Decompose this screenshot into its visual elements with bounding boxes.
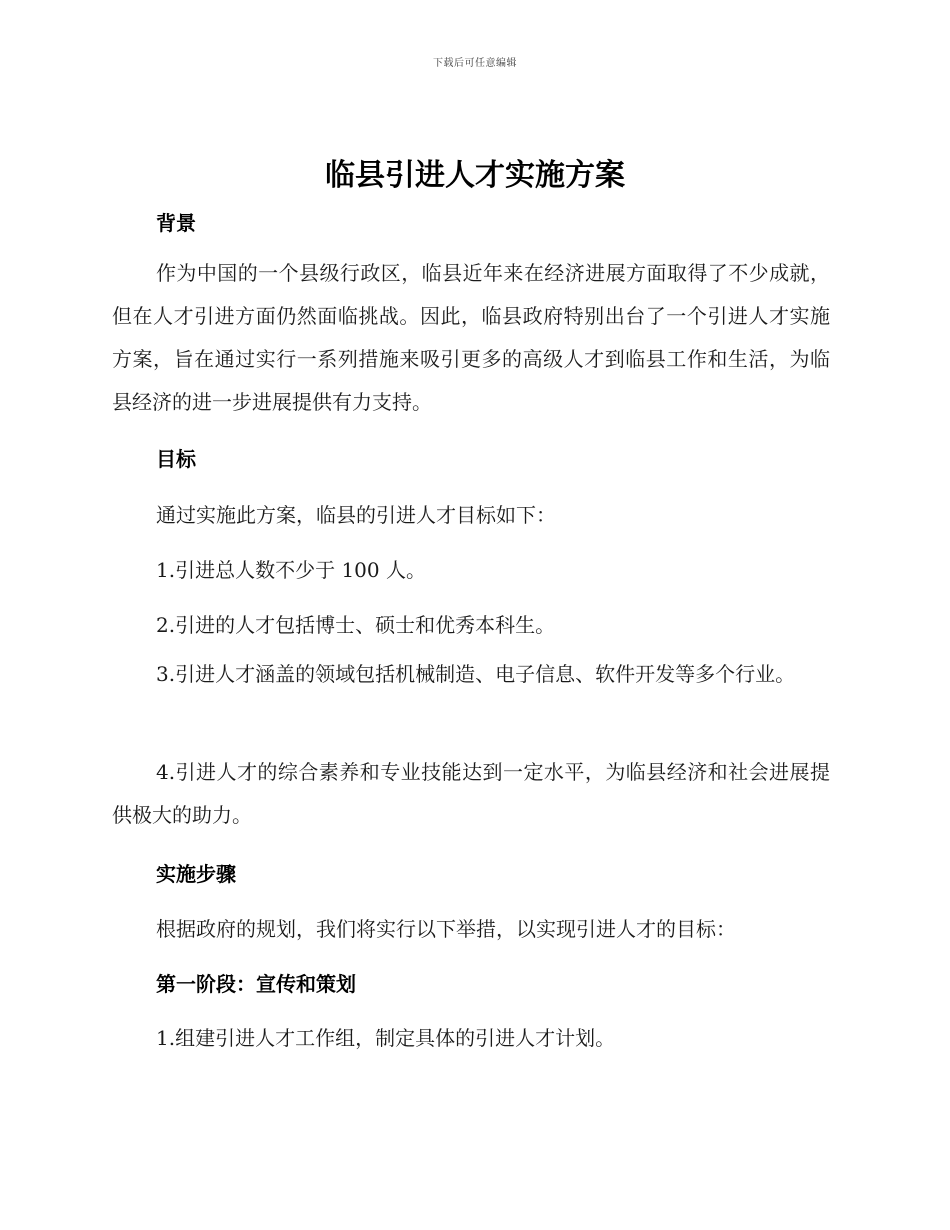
phase-1-heading: 第一阶段：宣传和策划 — [156, 972, 356, 996]
goal-item-2: 2.引进的人才包括博士、硕士和优秀本科生。 — [156, 613, 556, 637]
goal-item-1: 1.引进总人数不少于 100 人。 — [156, 558, 426, 582]
section-heading-background: 背景 — [156, 211, 196, 235]
steps-intro: 根据政府的规划，我们将实行以下举措，以实现引进人才的目标： — [156, 917, 736, 941]
phase-1-item-1: 1.组建引进人才工作组，制定具体的引进人才计划。 — [156, 1026, 616, 1050]
section-heading-goals: 目标 — [156, 447, 196, 471]
background-paragraph: 作为中国的一个县级行政区，临县近年来在经济进展方面取得了不少成就，但在人才引进方面仍然面临挑战。因此，临县政府特别出台了一个引进人才实施方案，旨在通过实行一系列措施来吸引更多的高级人才到临县工作和生活，为临县经济的进一步进展提供有力支持。 — [112, 261, 830, 414]
goal-item-3: 3.引进人才涵盖的领域包括机械制造、电子信息、软件开发等多个行业。 — [156, 662, 796, 686]
section-heading-steps: 实施步骤 — [156, 862, 236, 886]
document-title: 临县引进人才实施方案 — [325, 158, 625, 193]
goal-item-4: 4.引进人才的综合素养和专业技能达到一定水平，为临县经济和社会进展提供极大的助力。 — [112, 760, 830, 827]
header-note: 下载后可任意编辑 — [433, 58, 517, 69]
goals-intro: 通过实施此方案，临县的引进人才目标如下： — [156, 503, 556, 527]
